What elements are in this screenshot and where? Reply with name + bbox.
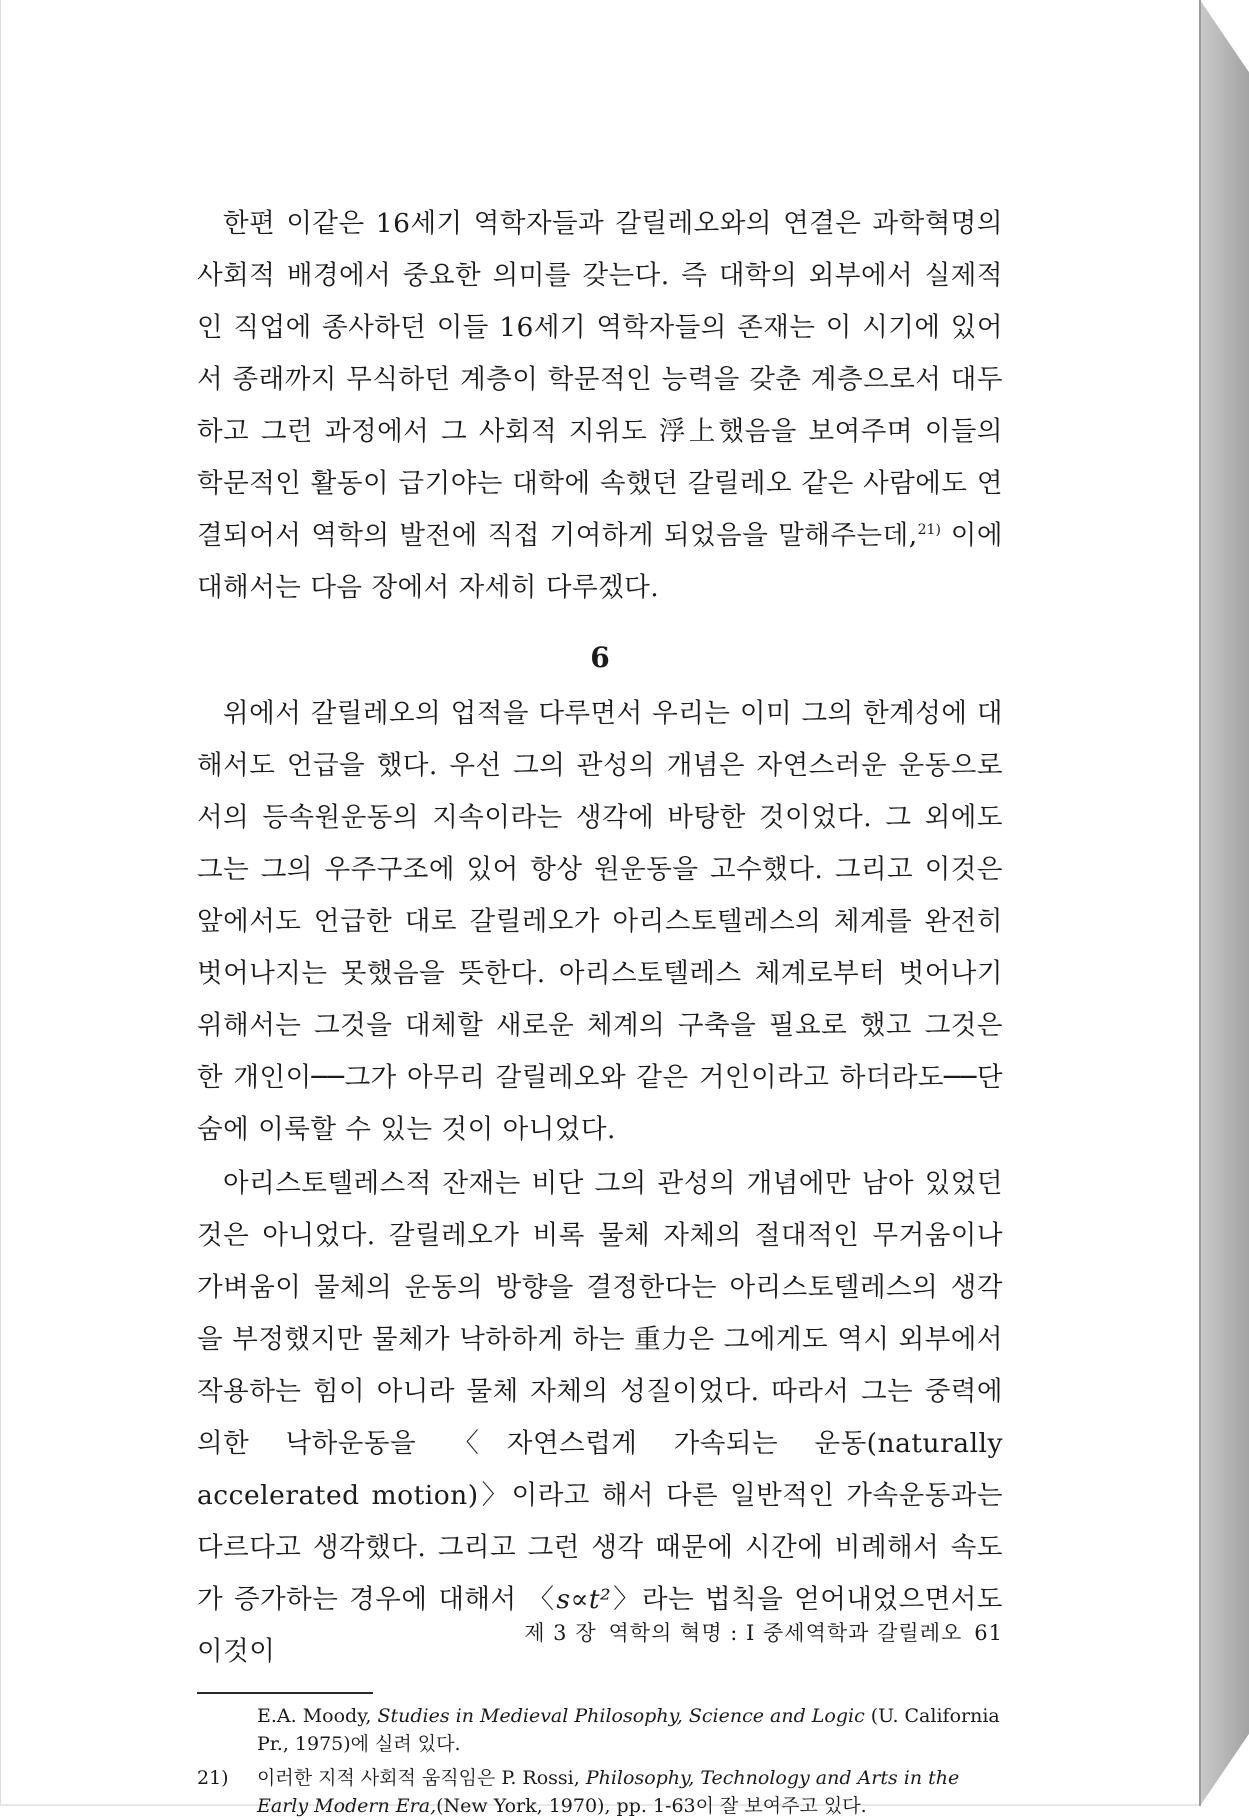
footer-chapter: 제 3 장 — [524, 1621, 597, 1645]
footnote-ref-21[interactable]: 21) — [917, 522, 941, 538]
footnote-21-text — [257, 1764, 1003, 1820]
paragraph-galileo-limits: 위에서 갈릴레오의 업적을 다루면서 우리는 이미 그의 한계성에 대해서도 언급을 했다. 우선 그의 관성의 개념은 자연스러운 운동으로서의 등속원운동의 지속이라는 생각에 바탕한 것이었다. 그 외에도 그는 그의 우주구조에 있어 항상 원운동을 고수했다. 그리고 이것은 앞에서도 언급한 대로 갈릴레오가 아리스토텔레스의 체계를 완전히 벗어나지는 못했음을 뜻한다. 아리스토텔레스 체계로부터 벗어나기 위해서는 그것을 대체할 새로운 체계의 구축을 필요로 했고 그것은 한 개인이──그가 아무리 갈릴레오와 같은 거인이라고 하더라도──단숨에 이룩할 수 있는 것이 아니었다. — [197, 698, 1003, 1145]
footnote-continued — [197, 1702, 1003, 1758]
page-edge-line — [1199, 0, 1201, 1806]
paragraph-tail: 이에 대해서는 다음 장에서 자세히 다루겠다. — [197, 520, 1003, 603]
footnote-separator — [197, 1692, 373, 1694]
paragraph-text: 아리스토텔레스적 잔재는 비단 그의 관성의 개념에만 남아 있었던 것은 아니었다. 갈릴레오가 비록 물체 자체의 절대적인 무거움이나 가벼움이 물체의 운동의 방향을 결정한다는 아리스토텔레스의 생각을 부정했지만 물체가 낙하하게 하는 重力은 그에게도 역시 외부에서 작용하는 힘이 아니라 물체 자체의 성질이었다. 따라서 그는 중력에 의한 낙하운동을 〈자연스럽게 가속되는 운동(naturally accelerated motion)〉이라고 해서 다른 일반적인 가속운동과는 다르다고 생각했다. 그리고 그런 생각 때문에 시간에 비례해서 속도가 증가하는 경우에 대해서 〈 — [197, 1168, 1003, 1615]
paragraph-aristotelian-remnants — [197, 1158, 1003, 1678]
formula: s∝t² — [556, 1584, 612, 1615]
footnote-21-author: 이러한 지적 사회적 움직임은 P. Rossi, — [257, 1767, 586, 1789]
footnote-21 — [197, 1764, 1003, 1820]
footnote-21-publisher: (New York, 1970), pp. 1-63이 잘 보여주고 있다. — [436, 1795, 867, 1817]
book-page-edge — [1200, 0, 1249, 1806]
page-number: 61 — [974, 1621, 1003, 1645]
section-number: 6 — [590, 641, 610, 674]
footnote-publisher: (U. California Pr., 1975)에 실려 있다. — [257, 1705, 1000, 1755]
footnote-21-mark: 21) — [197, 1767, 229, 1789]
footer-title: 역학의 혁명 : I 중세역학과 갈릴레오 — [608, 1621, 963, 1645]
paragraph-text: 〉라는 법칙을 얻어내었으면서도 이것이 — [197, 1584, 1003, 1667]
page-content — [197, 198, 1003, 1820]
running-footer — [197, 1617, 1003, 1647]
paragraph-text: 한편 이같은 16세기 역학자들과 갈릴레오와의 연결은 과학혁명의 사회적 배경에서 중요한 의미를 갖는다. 즉 대학의 외부에서 실제적인 직업에 종사하던 이들 16세기 역학자들의 존재는 이 시기에 있어서 종래까지 무식하던 계층이 학문적인 능력을 갖춘 계층으로서 대두하고 그런 과정에서 그 사회적 지위도 浮上했음을 보여주며 이들의 학문적인 활동이 급기야는 대학에 속했던 갈릴레오 같은 사람에도 연결되어서 역학의 발전에 직접 기여하게 되었음을 말해주는데, — [197, 208, 1003, 551]
paragraph-social-context — [197, 198, 1003, 614]
footnote-book-title: Studies in Medieval Philosophy, Science and Logic — [377, 1705, 865, 1727]
footnote-author: E.A. Moody, — [257, 1705, 378, 1727]
footnotes — [197, 1702, 1003, 1820]
footnote-21-book-title: Philosophy, Technology and Arts in the Early Modern Era, — [257, 1767, 960, 1817]
